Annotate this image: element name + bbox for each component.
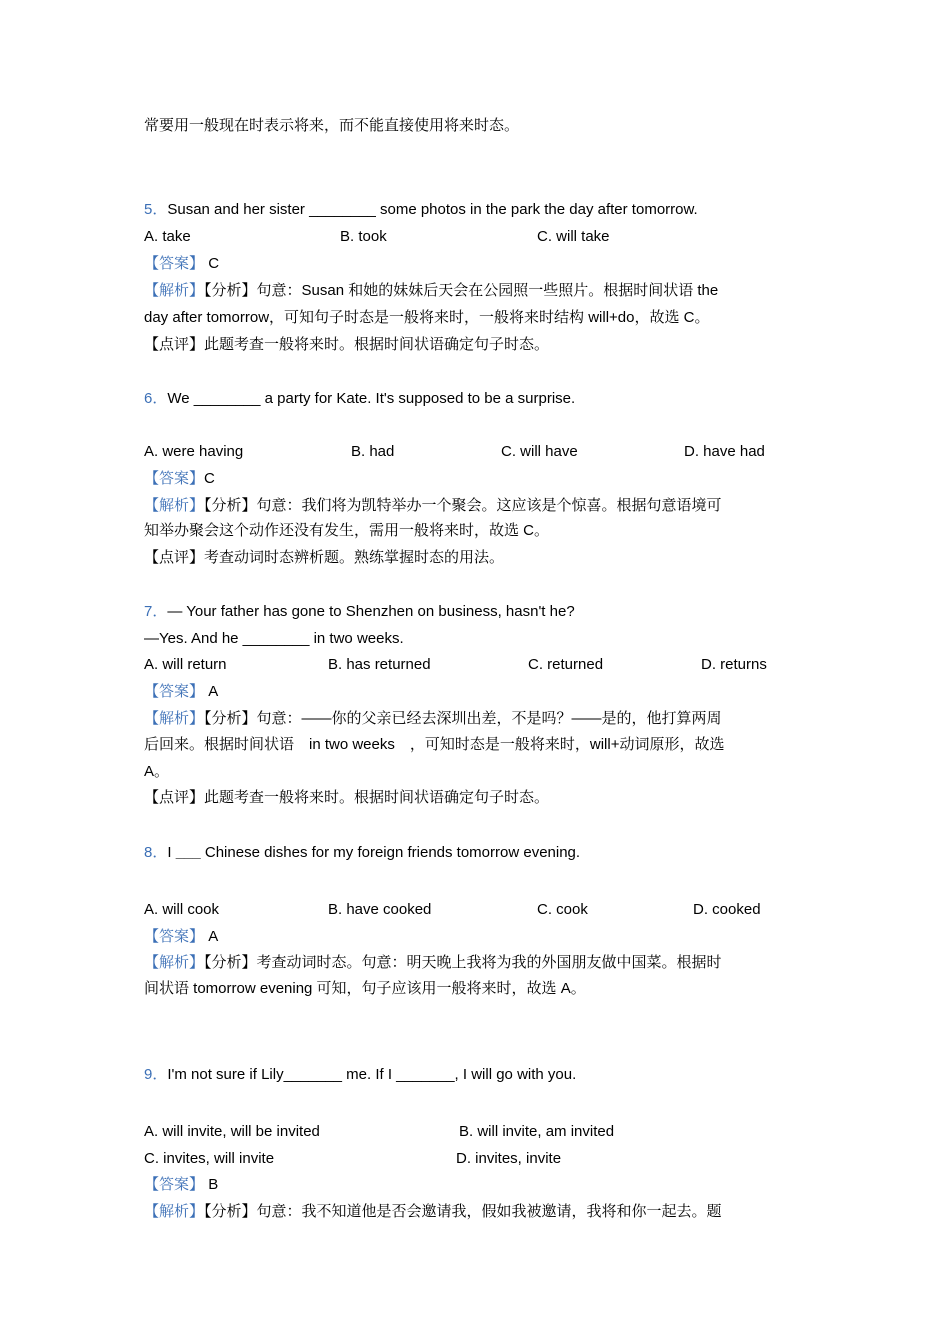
question-6-stem <box>144 389 575 409</box>
answer-value: A <box>208 928 219 945</box>
answer-value: A <box>208 683 219 700</box>
question-text: — Your father has gone to Shenzhen on business, hasn't he? <box>167 603 575 620</box>
question-8-stem <box>144 843 580 863</box>
q7-answer <box>144 682 218 702</box>
analysis-tag: 【解析】 <box>144 954 205 971</box>
analysis-text: 【分析】考查动词时态。句意：明天晚上我将为我的外国朋友做中国菜。根据时 <box>204 954 722 971</box>
question-number: 7． <box>144 603 168 620</box>
q8-analysis-line-1 <box>144 953 722 973</box>
q8-analysis-line-2: 间状语 tomorrow evening 可知，句子应该用一般将来时，故选 A。 <box>144 980 586 997</box>
analysis-tag: 【解析】 <box>144 282 205 299</box>
q8-option-c: C. cook <box>537 901 588 918</box>
question-number: 8． <box>144 844 168 861</box>
q9-option-b: B. will invite, am invited <box>459 1123 615 1140</box>
analysis-tag: 【解析】 <box>144 710 205 727</box>
q6-option-b: B. had <box>351 443 395 460</box>
question-number: 6． <box>144 390 168 407</box>
question-7-stem <box>144 602 575 622</box>
answer-tag: 【答案】 <box>144 928 205 945</box>
analysis-text: 【分析】句意：我不知道他是否会邀请我，假如我被邀请，我将和你一起去。题 <box>204 1203 722 1220</box>
q5-analysis-line-1 <box>144 281 718 301</box>
q5-option-a: A. take <box>144 228 191 245</box>
q5-comment: 【点评】此题考查一般将来时。根据时间状语确定句子时态。 <box>144 336 550 353</box>
q8-option-a: A. will cook <box>144 901 220 918</box>
question-text-pre: I <box>167 844 176 861</box>
question-5-stem <box>144 200 698 220</box>
answer-tag: 【答案】 <box>144 1176 205 1193</box>
question-blank: ___ <box>175 844 201 861</box>
question-9-stem <box>144 1065 576 1085</box>
q7-analysis-line-1 <box>144 709 722 729</box>
q7-option-c: C. returned <box>528 656 604 673</box>
analysis-text: 【分析】句意：Susan 和她的妹妹后天会在公园照一些照片。根据时间状语 the <box>204 282 719 299</box>
q7-comment: 【点评】此题考查一般将来时。根据时间状语确定句子时态。 <box>144 789 550 806</box>
answer-tag: 【答案】 <box>144 470 205 487</box>
analysis-text: 【分析】句意：我们将为凯特举办一个聚会。这应该是个惊喜。根据句意语境可 <box>204 497 722 514</box>
q9-option-d: D. invites, invite <box>456 1150 562 1167</box>
answer-value: C <box>208 255 220 272</box>
question-number: 5． <box>144 201 168 218</box>
q9-analysis-line-1 <box>144 1202 722 1222</box>
q8-answer <box>144 927 218 947</box>
q9-option-c: C. invites, will invite <box>144 1150 275 1167</box>
question-text: Susan and her sister ________ some photos in the park the day after tomorrow. <box>167 201 698 218</box>
q7-analysis-line-3: A。 <box>144 763 170 780</box>
question-7-stem-2: —Yes. And he ________ in two weeks. <box>144 630 404 647</box>
q6-option-a: A. were having <box>144 443 244 460</box>
q6-option-d: D. have had <box>684 443 765 460</box>
q9-answer <box>144 1175 218 1195</box>
analysis-tag: 【解析】 <box>144 497 205 514</box>
question-number: 9． <box>144 1066 168 1083</box>
answer-tag: 【答案】 <box>144 683 205 700</box>
intro-text: 常要用一般现在时表示将来，而不能直接使用将来时态。 <box>144 117 520 134</box>
analysis-tag: 【解析】 <box>144 1203 205 1220</box>
question-text: I'm not sure if Lily_______ me. If I _______, I will go with you. <box>167 1066 577 1083</box>
q9-option-a: A. will invite, will be invited <box>144 1123 320 1140</box>
q6-analysis-line-1 <box>144 496 722 516</box>
q5-option-c: C. will take <box>537 228 610 245</box>
q7-analysis-line-2: 后回来。根据时间状语 in two weeks ，可知时态是一般将来时，will+动词原形，故选 <box>144 736 725 753</box>
q8-option-d: D. cooked <box>693 901 761 918</box>
q6-answer <box>144 469 215 489</box>
q7-option-d: D. returns <box>701 656 767 673</box>
question-text: We ________ a party for Kate. It's supposed to be a surprise. <box>167 390 576 407</box>
answer-value: B <box>208 1176 219 1193</box>
q6-option-c: C. will have <box>501 443 578 460</box>
q6-comment: 【点评】考查动词时态辨析题。熟练掌握时态的用法。 <box>144 549 505 566</box>
q8-option-b: B. have cooked <box>328 901 432 918</box>
q7-option-a: A. will return <box>144 656 227 673</box>
q7-option-b: B. has returned <box>328 656 431 673</box>
answer-tag: 【答案】 <box>144 255 205 272</box>
q6-analysis-line-2: 知举办聚会这个动作还没有发生，需用一般将来时，故选 C。 <box>144 522 550 539</box>
q5-option-b: B. took <box>340 228 387 245</box>
q5-analysis-line-2: day after tomorrow，可知句子时态是一般将来时，一般将来时结构 will+do，故选 C。 <box>144 309 710 326</box>
analysis-text: 【分析】句意：——你的父亲已经去深圳出差，不是吗？——是的，他打算两周 <box>204 710 722 727</box>
q5-answer <box>144 254 219 274</box>
answer-value: C <box>204 470 215 487</box>
question-text-post: Chinese dishes for my foreign friends tomorrow evening. <box>200 844 581 861</box>
